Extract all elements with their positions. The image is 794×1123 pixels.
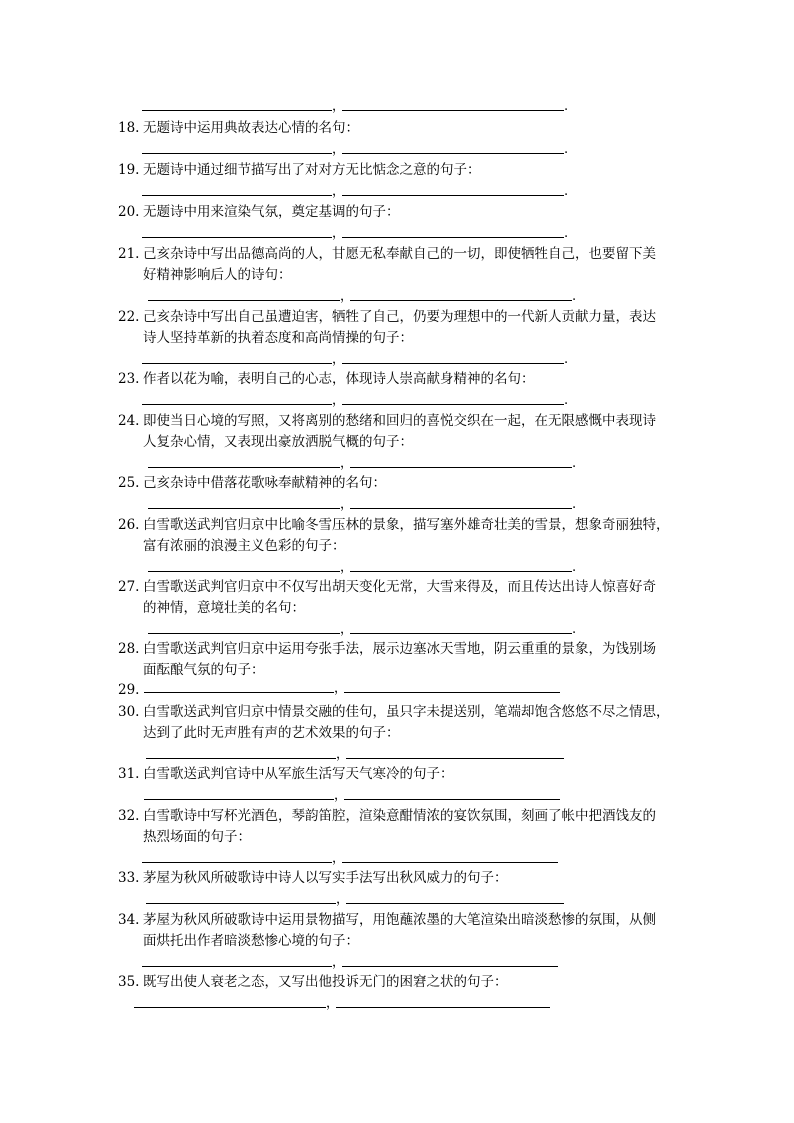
answer-blank[interactable] (142, 223, 332, 238)
comma: ， (334, 788, 348, 803)
answer-blank[interactable] (342, 349, 564, 364)
item-number: 24. (118, 413, 140, 429)
comma: ， (334, 681, 348, 696)
answer-blank[interactable] (148, 453, 340, 468)
answer-blank[interactable] (142, 390, 332, 405)
item-number: 19. (118, 162, 140, 178)
comma: ， (340, 289, 354, 304)
period: . (564, 142, 569, 157)
comma: ， (336, 747, 350, 762)
item-number: 26. (118, 517, 140, 533)
item-number: 25. (118, 475, 140, 491)
comma: ， (332, 352, 346, 367)
question-text: 达到了此时无声胜有声的艺术效果的句子： (143, 725, 400, 741)
period: . (572, 456, 577, 471)
item-number: 21. (118, 246, 140, 262)
answer-blank[interactable] (336, 993, 550, 1008)
comma: ， (332, 955, 346, 970)
answer-blank[interactable] (342, 181, 564, 196)
period: . (564, 226, 569, 241)
comma: ， (332, 99, 346, 114)
question-text: 即使当日心境的写照，又将离别的愁绪和回归的喜悦交织在一起，在无限感慨中表现诗 (143, 413, 656, 429)
answer-blank[interactable] (148, 619, 340, 634)
answer-blank[interactable] (344, 678, 560, 693)
item-number: 31. (118, 766, 140, 782)
answer-blank[interactable] (342, 139, 564, 154)
comma: ， (340, 456, 354, 471)
item-number: 27. (118, 579, 140, 595)
answer-blank[interactable] (148, 286, 340, 301)
question-text: 白雪歌送武判官诗中从军旅生活写天气寒冷的句子： (143, 766, 454, 782)
answer-blank[interactable] (146, 744, 336, 759)
answer-blank[interactable] (344, 785, 560, 800)
answer-blank[interactable] (142, 349, 332, 364)
question-text: 热烈场面的句子： (143, 829, 251, 845)
answer-blank[interactable] (346, 744, 564, 759)
item-number: 30. (118, 704, 140, 720)
period: . (564, 352, 569, 367)
answer-blank[interactable] (342, 952, 558, 967)
question-text: 无题诗中用来渲染气氛，奠定基调的句子： (143, 204, 400, 220)
question-text: 好精神影响后人的诗句： (143, 267, 292, 283)
comma: ， (332, 393, 346, 408)
item-number: 28. (118, 641, 140, 657)
answer-blank[interactable] (144, 678, 334, 693)
question-text: 面烘托出作者暗淡愁惨心境的句子： (143, 933, 359, 949)
question-text: 己亥杂诗中写出品德高尚的人，甘愿无私奉献自己的一切，即使牺牲自己，也要留下美 (143, 246, 656, 262)
item-number: 20. (118, 204, 140, 220)
answer-blank[interactable] (342, 390, 564, 405)
period: . (564, 184, 569, 199)
answer-blank[interactable] (350, 619, 572, 634)
item-number: 32. (118, 808, 140, 824)
period: . (572, 289, 577, 304)
answer-blank[interactable] (350, 286, 572, 301)
answer-blank[interactable] (142, 181, 332, 196)
answer-blank[interactable] (148, 557, 340, 572)
answer-blank[interactable] (346, 889, 564, 904)
question-text: 白雪歌送武判官归京中不仅写出胡天变化无常，大雪来得及，而且传达出诗人惊喜好奇 (143, 579, 656, 595)
period: . (564, 99, 569, 114)
question-text: 富有浓丽的浪漫主义色彩的句子： (143, 538, 346, 554)
item-number: 23. (118, 371, 140, 387)
comma: ， (326, 996, 340, 1011)
question-text: 既写出使人衰老之态，又写出他投诉无门的困窘之状的句子： (143, 974, 508, 990)
answer-blank[interactable] (350, 557, 572, 572)
comma: ， (332, 851, 346, 866)
comma: ， (332, 142, 346, 157)
item-number: 22. (118, 309, 140, 325)
comma: ， (332, 226, 346, 241)
period: . (572, 497, 577, 512)
item-number: 35. (118, 974, 140, 990)
period: . (572, 622, 577, 637)
answer-blank[interactable] (146, 889, 336, 904)
question-text: 白雪歌送武判官归京中情景交融的佳句，虽只字未提送别，笔端却饱含悠悠不尽之情思， (143, 704, 670, 720)
answer-blank[interactable] (142, 848, 332, 863)
question-text: 作者以花为喻，表明自己的心志，体现诗人崇高献身精神的名句： (143, 371, 535, 387)
answer-blank[interactable] (142, 96, 332, 111)
question-text: 白雪歌送武判官归京中运用夸张手法，展示边塞冰天雪地，阴云重重的景象，为饯别场 (143, 641, 656, 657)
answer-blank[interactable] (142, 139, 332, 154)
question-text: 白雪歌送武判官归京中比喻冬雪压林的景象，描写塞外雄奇壮美的雪景，想象奇丽独特， (143, 517, 670, 533)
answer-blank[interactable] (342, 848, 558, 863)
question-text: 的神情，意境壮美的名句： (143, 600, 305, 616)
comma: ， (336, 892, 350, 907)
period: . (572, 560, 577, 575)
comma: ， (340, 560, 354, 575)
item-number: 18. (118, 120, 140, 136)
question-text: 茅屋为秋风所破歌诗中运用景物描写，用饱蘸浓墨的大笔渲染出暗淡愁惨的氛围，从侧 (143, 912, 656, 928)
item-number: 29. (118, 682, 140, 698)
answer-blank[interactable] (342, 223, 564, 238)
answer-blank[interactable] (350, 494, 572, 509)
comma: ， (340, 497, 354, 512)
question-text: 人复杂心情，又表现出豪放洒脱气概的句子： (143, 434, 413, 450)
question-text: 无题诗中运用典故表达心情的名句： (143, 120, 359, 136)
answer-blank[interactable] (350, 453, 572, 468)
answer-blank[interactable] (134, 993, 326, 1008)
answer-blank[interactable] (144, 785, 334, 800)
question-text: 茅屋为秋风所破歌诗中诗人以写实手法写出秋风威力的句子： (143, 870, 508, 886)
comma: ， (340, 622, 354, 637)
question-text: 己亥杂诗中写出自己虽遭迫害，牺牲了自己，仍要为理想中的一代新人贡献力量，表达 (143, 309, 656, 325)
question-text: 无题诗中通过细节描写出了对对方无比惦念之意的句子： (143, 162, 481, 178)
item-number: 33. (118, 870, 140, 886)
answer-blank[interactable] (342, 96, 564, 111)
comma: ， (332, 184, 346, 199)
answer-blank[interactable] (142, 952, 332, 967)
question-text: 面酝酿气氛的句子： (143, 662, 265, 678)
answer-blank[interactable] (148, 494, 340, 509)
item-number: 34. (118, 912, 140, 928)
period: . (564, 393, 569, 408)
question-text: 白雪歌诗中写杯光酒色，琴韵笛腔，渲染意酣情浓的宴饮氛围，刻画了帐中把酒饯友的 (143, 808, 656, 824)
question-text: 诗人坚持革新的执着态度和高尚情操的句子： (143, 330, 413, 346)
question-text: 己亥杂诗中借落花歌咏奉献精神的名句： (143, 475, 386, 491)
